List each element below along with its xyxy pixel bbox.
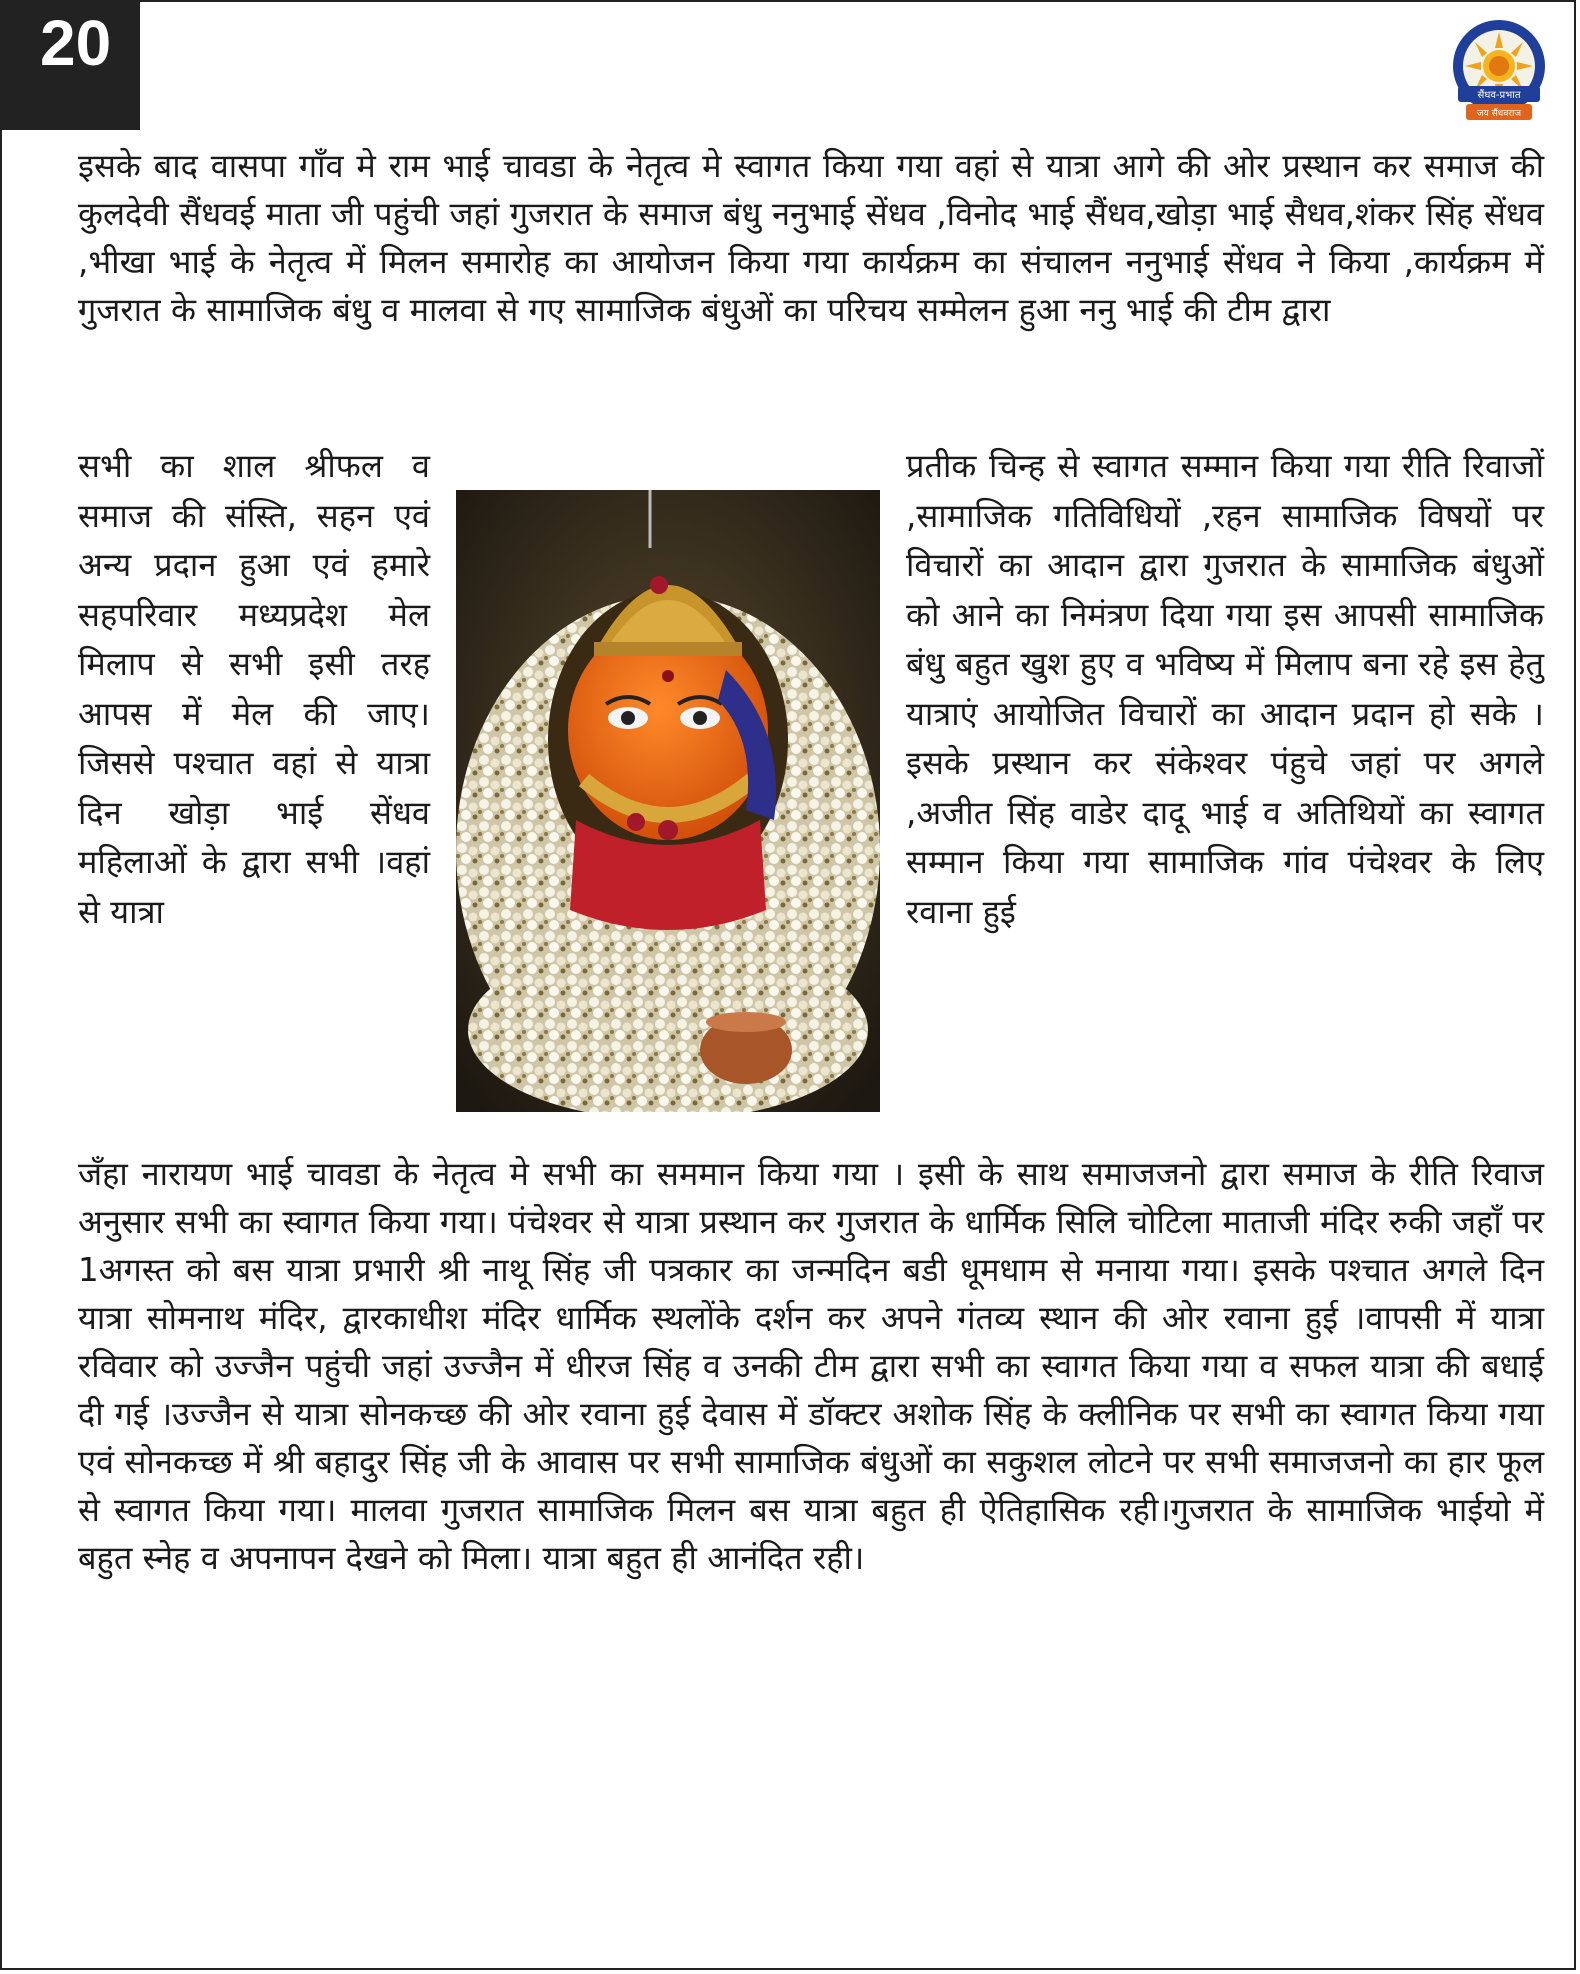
logo-ribbon: जय सैंधवराज [1476, 109, 1522, 119]
article-top-paragraph [78, 142, 1544, 334]
article-bottom-paragraph [78, 1150, 1544, 1582]
left-column-text: सभी का शाल श्रीफल व समाज की संस्ति, सहन एवं अन्य प्रदान हुआ एवं हमारे सहपरिवार मध्यप्रदेश मेल मिलाप से सभी इसी तरह आपस में मेल की जाए। जिससे पश्चात वहां से यात्रा दिन खोड़ा भाई सेंधव महिलाओं के द्वारा सभी ।वहां से यात्रा [78, 447, 430, 931]
page-number: 20 [2, 2, 140, 130]
bottom-paragraph-text: जँहा नारायण भाई चावडा के नेतृत्व मे सभी का सममान किया गया । इसी के साथ समाजजनो द्वारा समाज के रीति रिवाज अनुसार सभी का स्वागत किया गया। पंचेश्वर से यात्रा प्रस्थान कर गुजरात के धार्मिक सिलि चोटिला माताजी मंदिर रुकी जहाँ पर 1अगस्त को बस यात्रा प्रभारी श्री नाथू सिंह जी पत्रकार का जन्मदिन बडी धूमधाम से मनाया गया। इसके पश्चात अगले दिन यात्रा सोमनाथ मंदिर, द्वारकाधीश मंदिर धार्मिक स्थलोंके दर्शन कर अपने गंतव्य स्थान की ओर रवाना हुई ।वापसी में यात्रा रविवार को उज्जैन पहुंची जहां उज्जैन में धीरज सिंह व उनकी टीम द्वारा सभी का स्वागत किया गया व सफल यात्रा की बधाई दी गई ।उज्जैन से यात्रा सोनकच्छ की ओर रवाना हुई देवास में डॉक्टर अशोक सिंह के क्लीनिक पर सभी का स्वागत किया गया एवं सोनकच्छ में श्री बहादुर सिंह जी के आवास पर सभी सामाजिक बंधुओं का सकुशल लोटने पर सभी समाजजनो का हार फूल से स्वागत किया गया। मालवा गुजरात सामाजिक मिलन बस यात्रा बहुत ही ऐतिहासिक रही।गुजरात के सामाजिक भाईयो में बहुत स्नेह व अपनापन देखने को मिला। यात्रा बहुत ही आनंदित रही। [78, 1155, 1544, 1577]
right-column-text: प्रतीक चिन्ह से स्वागत सम्मान किया गया रीति रिवाजों ,सामाजिक गतिविधियों ,रहन सामाजिक विषयों पर विचारों का आदान द्वारा गुजरात के सामाजिक बंधुओं को आने का निमंत्रण दिया गया इस आपसी सामाजिक बंधु बहुत खुश हुए व भविष्य में मिलाप बना रहे इस हेतु यात्राएं आयोजित विचारों का आदान प्रदान हो सके ।इसके प्रस्थान कर संकेश्वर पंहुचे जहां पर अगले ,अजीत सिंह वाडेर दादू भाई व अतिथियों का स्वागत सम्मान किया गया सामाजिक गांव पंचेश्वर के लिए रवाना हुई [906, 447, 1544, 931]
goddess-idol-photo [456, 490, 880, 1112]
magazine-logo [1448, 18, 1550, 126]
article-left-column [78, 442, 430, 937]
logo-name: सैंधव-प्रभात [1477, 90, 1521, 101]
article-right-column [906, 442, 1544, 937]
top-paragraph-text: इसके बाद वासपा गाँव मे राम भाई चावडा के नेतृत्व मे स्वागत किया गया वहां से यात्रा आगे की ओर प्रस्थान कर समाज की कुलदेवी सैंधवई माता जी पहुंची जहां गुजरात के समाज बंधु ननुभाई सेंधव ,विनोद भाई सैंधव,खोड़ा भाई सैधव,शंकर सिंह सेंधव ,भीखा भाई के नेतृत्व में मिलन समारोह का आयोजन किया गया कार्यक्रम का संचालन ननुभाई सेंधव ने किया ,कार्यक्रम में गुजरात के सामाजिक बंधु व मालवा से गए सामाजिक बंधुओं का परिचय सम्मेलन हुआ ननु भाई की टीम द्वारा [78, 147, 1544, 329]
